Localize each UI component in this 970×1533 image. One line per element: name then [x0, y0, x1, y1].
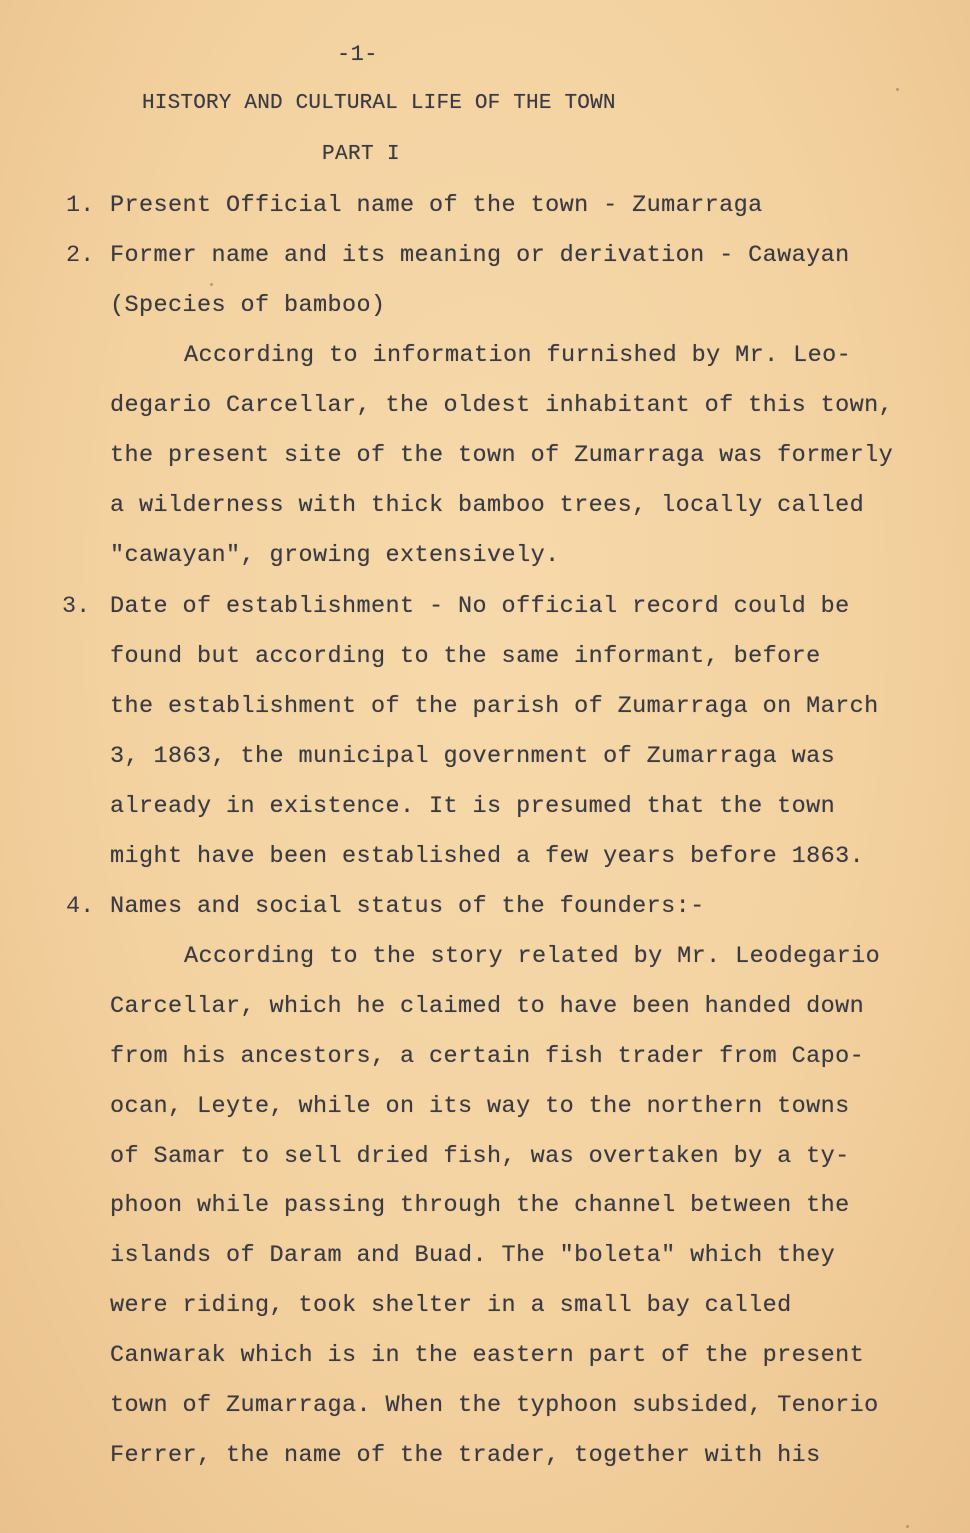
item-3-line-3: the establishment of the parish of Zumarraga on March	[110, 693, 879, 720]
item-number-4: 4.	[66, 893, 95, 920]
item-2-line-1: Former name and its meaning or derivation - Cawayan	[110, 242, 850, 269]
item-3-line-1: Date of establishment - No official record could be	[110, 593, 850, 620]
document-title: HISTORY AND CULTURAL LIFE OF THE TOWN	[142, 92, 616, 115]
item-number-1: 1.	[66, 192, 95, 219]
paper-speck	[210, 283, 213, 286]
item-3-line-4: 3, 1863, the municipal government of Zumarraga was	[110, 743, 836, 770]
item-3-line-2: found but according to the same informant, before	[110, 643, 821, 670]
paper-speck	[896, 88, 899, 91]
item-3-line-5: already in existence. It is presumed that the town	[110, 793, 836, 820]
paper-speck	[906, 1525, 909, 1528]
paragraph-2-line-6: phoon while passing through the channel between the	[110, 1192, 850, 1219]
paragraph-1-line-3: the present site of the town of Zumarraga was formerly	[110, 442, 894, 469]
paragraph-2-line-9: Canwarak which is in the eastern part of the present	[110, 1342, 865, 1369]
item-number-2: 2.	[66, 242, 95, 269]
item-1-line-1: Present Official name of the town - Zumarraga	[110, 192, 763, 219]
paragraph-2-line-11: Ferrer, the name of the trader, together with his	[110, 1442, 821, 1469]
item-number-3: 3.	[62, 593, 91, 620]
item-2-line-2: (Species of bamboo)	[110, 292, 386, 319]
paragraph-1-line-5: "cawayan", growing extensively.	[110, 542, 560, 569]
paragraph-1-line-1: According to information furnished by Mr. Leo-	[184, 342, 852, 369]
paragraph-2-line-8: were riding, took shelter in a small bay called	[110, 1292, 792, 1319]
paragraph-2-line-1: According to the story related by Mr. Leodegario	[184, 943, 881, 970]
page-number: -1-	[337, 42, 378, 67]
paragraph-2-line-4: ocan, Leyte, while on its way to the northern towns	[110, 1093, 850, 1120]
paragraph-2-line-7: islands of Daram and Buad. The "boleta" which they	[110, 1242, 836, 1269]
item-3-line-6: might have been established a few years before 1863.	[110, 843, 865, 870]
item-4-line-1: Names and social status of the founders:-	[110, 893, 705, 920]
paragraph-2-line-3: from his ancestors, a certain fish trader from Capo-	[110, 1043, 865, 1070]
paragraph-1-line-2: degario Carcellar, the oldest inhabitant of this town,	[110, 392, 894, 419]
paragraph-2-line-2: Carcellar, which he claimed to have been handed down	[110, 993, 865, 1020]
paragraph-2-line-5: of Samar to sell dried fish, was overtaken by a ty-	[110, 1143, 850, 1170]
part-heading: PART I	[322, 143, 401, 166]
paragraph-2-line-10: town of Zumarraga. When the typhoon subsided, Tenorio	[110, 1392, 879, 1419]
paragraph-1-line-4: a wilderness with thick bamboo trees, locally called	[110, 492, 865, 519]
